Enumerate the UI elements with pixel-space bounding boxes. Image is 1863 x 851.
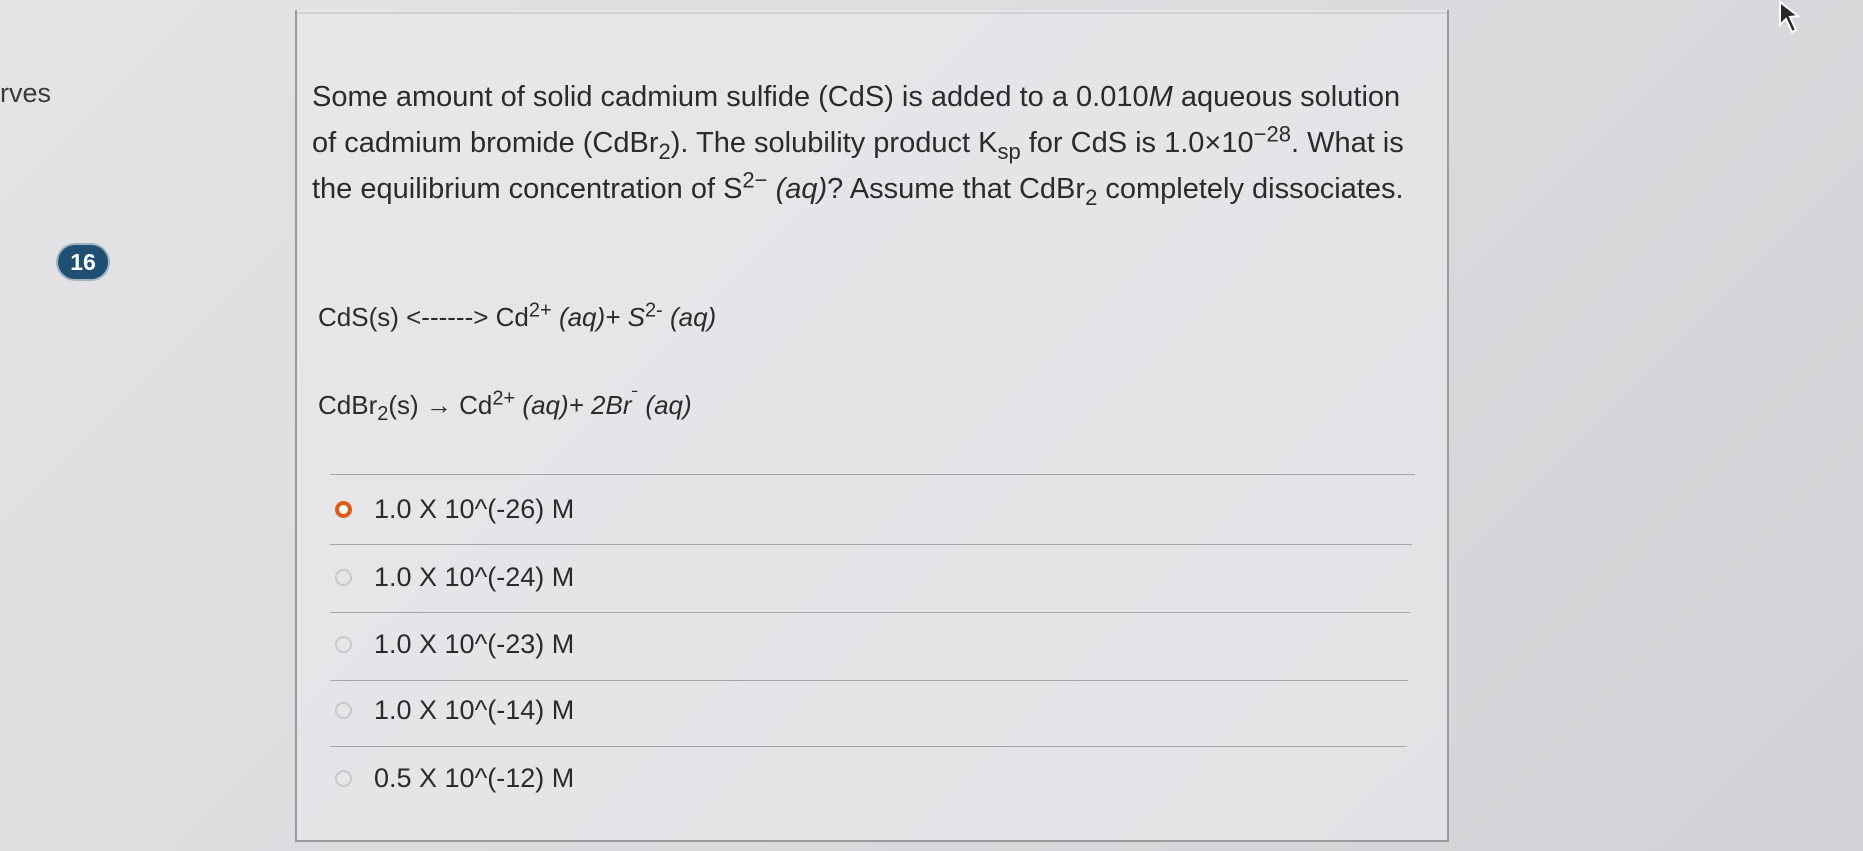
sidebar-label: rves (0, 78, 52, 108)
equation-cdbr2: CdBr$_2$(s) → $Cd^{2+}$ $(aq)+ 2Br^ˉ$ (aq) (318, 387, 692, 426)
divider (330, 474, 1415, 475)
divider (330, 746, 1406, 747)
radio-selected-icon[interactable] (335, 501, 352, 518)
answer-option-3[interactable] (335, 622, 574, 666)
radio-icon[interactable] (335, 636, 352, 653)
equation-cds: CdS(s) <------> $Cd^{2+}$ $(aq)+ S^{2-}$ (aq) (318, 299, 717, 332)
answer-option-1[interactable] (335, 487, 574, 531)
divider (330, 612, 1410, 613)
answer-option-4[interactable] (335, 688, 574, 732)
option-label: 1.0 X 10^(-24) M (374, 561, 575, 592)
divider (330, 680, 1408, 681)
mouse-pointer-icon (1770, 0, 1810, 40)
radio-icon[interactable] (335, 770, 352, 787)
question-text: Some amount of solid cadmium sulfide (CdS) is added to a 0.010M aqueous solution of cadmium bromide (CdBr$_2$). The solubility product $K_{sp}$ for CdS is $1.0\times 10^{-28}$. What is the equilibrium concentration of $S^{2-}$ (aq)? Assume that CdBr$_2$ completely dissociates. (312, 81, 1404, 210)
radio-icon[interactable] (335, 702, 352, 719)
question-number-badge: 16 (58, 245, 108, 279)
answer-option-5[interactable] (335, 756, 574, 800)
option-label: 1.0 X 10^(-14) M (374, 694, 575, 725)
option-label: 0.5 X 10^(-12) M (374, 762, 575, 793)
option-label: 1.0 X 10^(-23) M (374, 628, 575, 659)
divider (330, 544, 1412, 545)
answer-option-2[interactable] (335, 555, 574, 599)
option-label: 1.0 X 10^(-26) M (374, 493, 575, 524)
radio-icon[interactable] (335, 569, 352, 586)
